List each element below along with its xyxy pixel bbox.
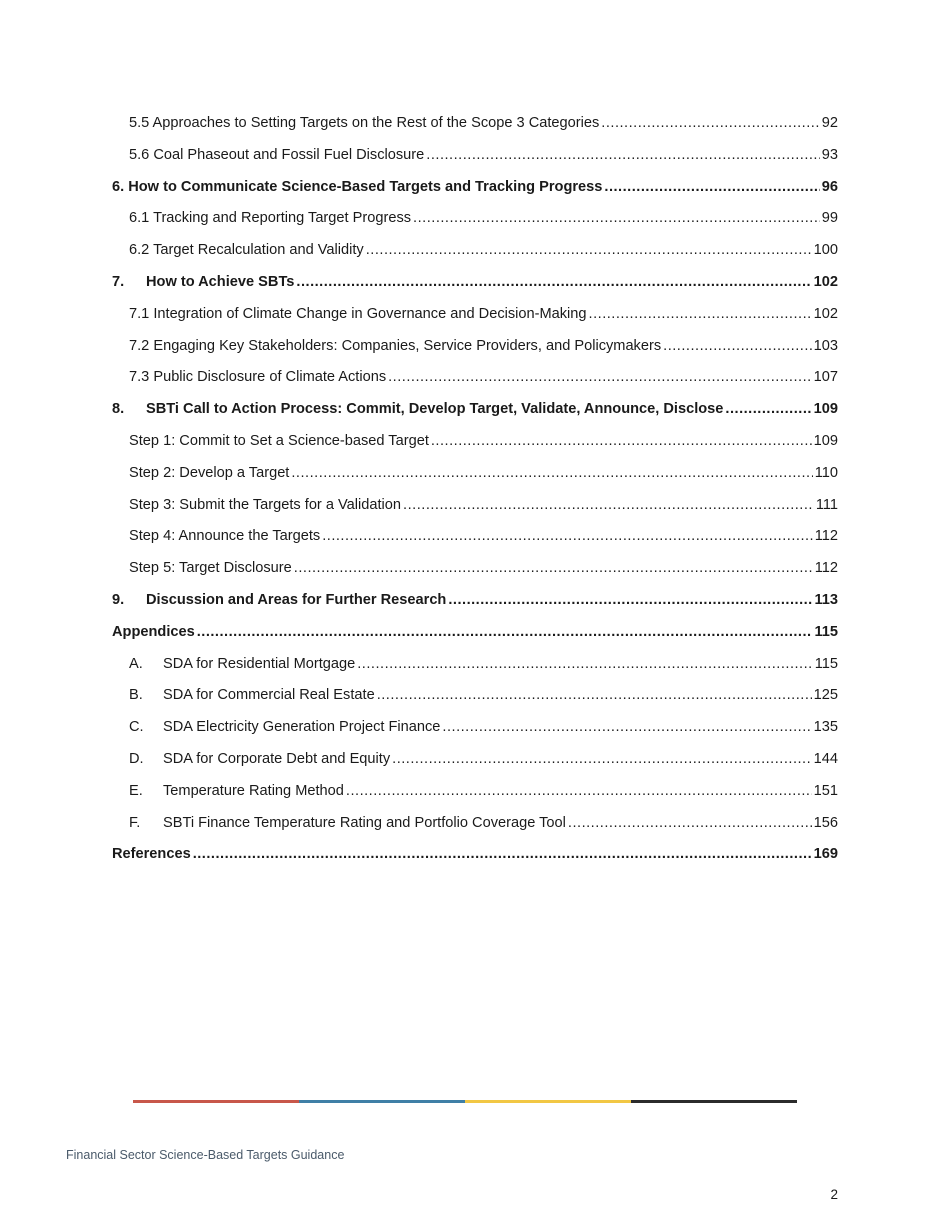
toc-dot-leader <box>377 680 812 712</box>
toc-entry-label: SDA for Commercial Real Estate <box>163 687 375 704</box>
toc-dot-leader <box>448 585 812 617</box>
footer-color-rule-segment <box>299 1100 465 1103</box>
toc-entry-page: 109 <box>813 432 838 449</box>
toc-entry-page: 112 <box>814 560 838 577</box>
footer-color-rule-segment <box>465 1100 631 1103</box>
toc-entry-page: 113 <box>814 591 838 608</box>
toc-dot-leader <box>296 267 811 299</box>
toc-entry-page: 96 <box>821 178 838 195</box>
toc-dot-leader <box>568 808 812 840</box>
toc-dot-leader <box>294 553 813 585</box>
toc-entry-page: 125 <box>813 687 838 704</box>
toc-entry[interactable] <box>112 553 838 585</box>
toc-entry[interactable] <box>112 585 838 617</box>
toc-entry-page: 112 <box>814 528 838 545</box>
toc-entry-page: 135 <box>813 719 838 736</box>
toc-entry-page: 107 <box>813 369 838 386</box>
toc-entry-label: Step 3: Submit the Targets for a Validation <box>129 496 402 513</box>
toc-entry[interactable] <box>112 362 838 394</box>
toc-entry-label: 5.5 Approaches to Setting Targets on the Rest of the Scope 3 Categories <box>129 115 600 131</box>
toc-entry-label: 7.1 Integration of Climate Change in Governance and Decision-Making <box>129 305 587 322</box>
toc-entry-page: 93 <box>821 146 838 163</box>
footer-color-rule-segment <box>133 1100 299 1103</box>
toc-entry-page: 102 <box>813 273 838 290</box>
toc-dot-leader <box>346 776 812 808</box>
toc-entry[interactable] <box>112 521 838 553</box>
toc-entry-page: 111 <box>815 496 838 513</box>
footer-color-rule <box>133 1100 797 1103</box>
toc-entry-page: 115 <box>814 655 838 672</box>
toc-dot-leader <box>601 108 819 140</box>
toc-entry-page: 92 <box>821 115 838 131</box>
toc-entry[interactable] <box>112 490 838 522</box>
toc-entry-page: 115 <box>814 623 838 640</box>
toc-entry[interactable] <box>112 649 838 681</box>
toc-entry-page: 100 <box>813 242 838 259</box>
toc-entry[interactable] <box>112 680 838 712</box>
toc-entry[interactable] <box>112 617 838 649</box>
toc-dot-leader <box>604 172 819 204</box>
toc-entry-page: 169 <box>813 846 838 863</box>
toc-entry-label: Step 4: Announce the Targets <box>129 528 321 545</box>
toc-dot-leader <box>388 362 812 394</box>
toc-entry[interactable] <box>112 299 838 331</box>
footer-document-title: Financial Sector Science-Based Targets Guidance <box>66 1148 345 1162</box>
toc-entry-label: 5.6 Coal Phaseout and Fossil Fuel Disclosure <box>129 146 425 163</box>
toc-entry-page: 103 <box>813 337 838 354</box>
toc-entry-label: Discussion and Areas for Further Research <box>146 591 447 608</box>
toc-dot-leader <box>589 299 812 331</box>
toc-dot-leader <box>291 458 812 490</box>
toc-dot-leader <box>392 744 812 776</box>
toc-entry-page: 102 <box>813 305 838 322</box>
toc-entry-number: E. <box>129 782 143 799</box>
toc-entry-page: 156 <box>813 814 838 831</box>
toc-dot-leader <box>431 426 812 458</box>
toc-entry-label: SBTi Finance Temperature Rating and Portfolio Coverage Tool <box>163 814 566 831</box>
toc-entry-label: How to Achieve SBTs <box>146 273 295 290</box>
toc-entry[interactable] <box>112 108 838 140</box>
toc-dot-leader <box>366 235 812 267</box>
toc-dot-leader <box>413 203 820 235</box>
toc-entry-label: 7.2 Engaging Key Stakeholders: Companies, Service Providers, and Policymakers <box>129 337 662 354</box>
toc-entry[interactable] <box>112 776 838 808</box>
toc-dot-leader <box>322 521 813 553</box>
toc-entry-number: D. <box>129 750 144 767</box>
toc-entry-number: F. <box>129 814 141 831</box>
toc-dot-leader <box>663 331 812 363</box>
toc-entry-label: 6.1 Tracking and Reporting Target Progress <box>129 210 412 227</box>
toc-entry-page: 110 <box>814 464 838 481</box>
toc-entry-page: 99 <box>821 210 838 227</box>
toc-entry[interactable] <box>112 235 838 267</box>
toc-entry-label: Temperature Rating Method <box>163 782 344 799</box>
toc-entry-page: 144 <box>813 750 838 767</box>
toc-dot-leader <box>193 839 812 871</box>
toc-dot-leader <box>357 649 812 681</box>
toc-dot-leader <box>403 490 814 522</box>
toc-entry-number: 8. <box>112 401 125 418</box>
table-of-contents <box>112 108 838 871</box>
toc-entry-label: 6.2 Target Recalculation and Validity <box>129 242 364 259</box>
toc-entry[interactable] <box>112 426 838 458</box>
toc-entry[interactable] <box>112 458 838 490</box>
toc-entry[interactable] <box>112 140 838 172</box>
toc-entry-label: 6. How to Communicate Science-Based Targets and Tracking Progress <box>112 178 603 195</box>
toc-entry-page: 109 <box>813 401 838 418</box>
toc-dot-leader <box>197 617 813 649</box>
toc-entry[interactable] <box>112 203 838 235</box>
toc-entry-label: Appendices <box>112 623 195 640</box>
toc-entry-label: References <box>112 846 191 863</box>
toc-entry-number: A. <box>129 655 143 672</box>
toc-entry[interactable] <box>112 808 838 840</box>
toc-entry-label: Step 2: Develop a Target <box>129 464 290 481</box>
toc-entry-number: C. <box>129 719 144 736</box>
toc-entry-label: SDA Electricity Generation Project Finance <box>163 719 441 736</box>
toc-entry-number: 9. <box>112 591 125 608</box>
toc-entry-number: 7. <box>112 273 125 290</box>
toc-entry[interactable] <box>112 331 838 363</box>
footer-color-rule-segment <box>631 1100 797 1103</box>
toc-entry[interactable] <box>112 712 838 744</box>
toc-dot-leader <box>442 712 811 744</box>
toc-entry[interactable] <box>112 172 838 204</box>
toc-entry[interactable] <box>112 744 838 776</box>
toc-entry-label: SDA for Corporate Debt and Equity <box>163 750 391 767</box>
toc-entry-number: B. <box>129 687 143 704</box>
toc-entry-label: SDA for Residential Mortgage <box>163 655 356 672</box>
toc-entry-label: Step 1: Commit to Set a Science-based Target <box>129 432 429 449</box>
toc-entry[interactable] <box>112 839 838 871</box>
toc-entry[interactable] <box>112 267 838 299</box>
toc-dot-leader <box>426 140 819 172</box>
toc-entry-label: Step 5: Target Disclosure <box>129 560 292 577</box>
toc-dot-leader <box>725 394 811 426</box>
page-number: 2 <box>830 1187 838 1202</box>
toc-entry-page: 151 <box>813 782 838 799</box>
toc-entry[interactable] <box>112 394 838 426</box>
toc-entry-label: 7.3 Public Disclosure of Climate Actions <box>129 369 387 386</box>
toc-entry-label: SBTi Call to Action Process: Commit, Develop Target, Validate, Announce, Disclose <box>146 401 724 418</box>
